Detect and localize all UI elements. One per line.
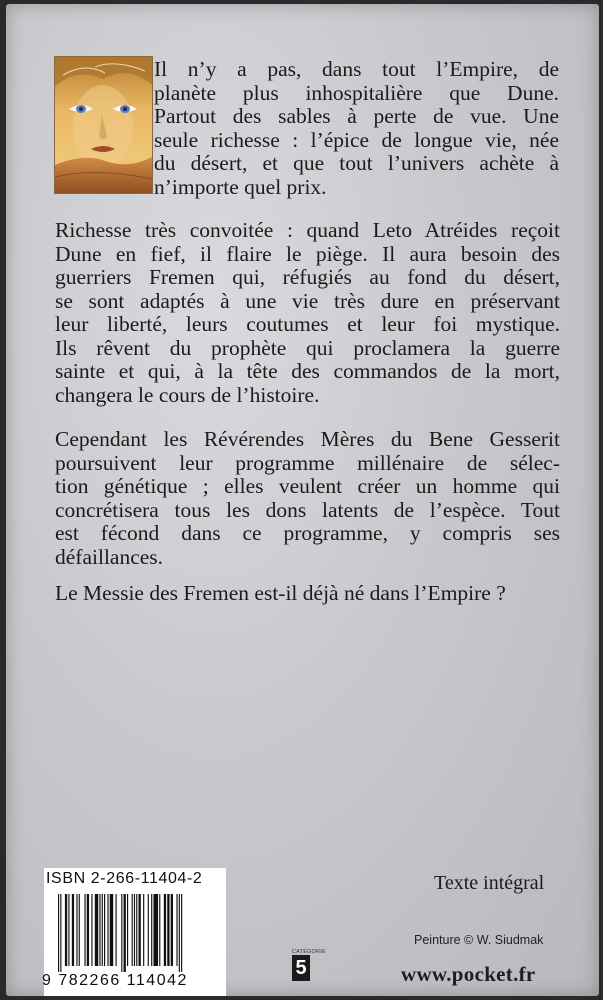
barcode-bar (124, 894, 126, 972)
blurb-line: concrétisera tous les dons latents de l’espèce. Tout (55, 497, 560, 522)
barcode-bar (68, 894, 69, 966)
book-back-cover (6, 4, 599, 996)
barcode-bar (167, 894, 169, 966)
barcode-bar (134, 894, 135, 966)
barcode-bar (121, 894, 122, 972)
barcode-bar (60, 894, 61, 972)
barcode-bar (84, 894, 85, 966)
painting-credit: Peinture © W. Siudmak (414, 933, 544, 947)
blurb-line: se sont adaptés à une vie très dure en préservant (55, 288, 560, 313)
face-illustration (55, 57, 152, 193)
blurb-line: du désert, et que tout l’univers achète à (154, 151, 559, 175)
barcode-bar (104, 894, 105, 966)
barcode-bar (159, 894, 160, 966)
blurb-line: changera le cours de l’histoire. (55, 382, 320, 407)
blurb-line: sainte et qui, à la tête des commandos de la mort, (55, 359, 560, 383)
texte-integral-label: Texte intégral (434, 872, 545, 894)
blurb-paragraph-3 (55, 428, 560, 569)
barcode-bar (139, 894, 141, 966)
blurb-line: Il n’y a pas, dans tout l’Empire, de (154, 57, 559, 81)
blurb-line: Cependant les Révérendes Mères du Bene Gesserit (55, 427, 560, 451)
ean-digits: 9 782266 114042 (42, 972, 188, 989)
isbn-number: ISBN 2-266-11404-2 (46, 870, 203, 887)
blurb-line: Richesse très convoitée : quand Leto Atréides reçoit (55, 218, 560, 242)
barcode-bar (164, 894, 166, 966)
category-number: 5 (292, 955, 310, 981)
blurb-paragraph-4 (55, 582, 560, 606)
blurb-line: tion génétique ; elles veulent créer un homme qui (55, 474, 560, 498)
blurb-line: Ils rêvent du prophète qui proclamera la guerre (55, 335, 560, 360)
barcode-bar (176, 894, 177, 966)
barcode-bar (116, 894, 117, 966)
blurb-line: seule richesse : l’épice de longue vie, née (154, 127, 559, 152)
ean-barcode (58, 894, 220, 972)
blurb-line: planète plus inhospitalière que Dune. (154, 80, 559, 105)
blurb-paragraph-2 (55, 219, 560, 407)
barcode-bar (99, 894, 100, 966)
barcode-bar (95, 894, 98, 966)
barcode-bar (127, 894, 128, 966)
blurb-line: est fécond dans ce programme, y compris ses (55, 521, 560, 545)
barcode-bar (65, 894, 67, 966)
blurb-line: poursuivent leur programme millénaire de sélec- (55, 450, 560, 475)
barcode-bar (107, 894, 108, 966)
barcode-bar (179, 894, 180, 972)
barcode-bar (153, 894, 158, 966)
barcode-bar (171, 894, 173, 966)
barcode-bar (110, 894, 113, 966)
blurb-paragraph-1 (154, 58, 559, 199)
barcode-bar (148, 894, 149, 966)
barcode-bar (132, 894, 133, 966)
blurb-line: défaillances. (55, 544, 164, 569)
barcode-bar (79, 894, 80, 966)
cover-painting-thumbnail (54, 56, 153, 194)
barcode-bar (87, 894, 89, 966)
barcode-bar (181, 894, 182, 972)
barcode-bar (136, 894, 137, 966)
blurb-line: Le Messie des Fremen est-il déjà né dans l’Empire ? (55, 581, 506, 605)
barcode-bar (143, 894, 144, 966)
barcode-bar (72, 894, 74, 966)
barcode-bar (76, 894, 77, 966)
blurb-line: guerriers Fremen qui, réfugiés au fond du désert, (55, 265, 560, 289)
publisher-website: www.pocket.fr (401, 962, 536, 986)
blurb-line: Dune en fief, il flaire le piège. Il aura besoin des (55, 241, 560, 266)
barcode-bar (102, 894, 103, 966)
blurb-line: n’importe quel prix. (154, 174, 327, 199)
barcode-bar (151, 894, 152, 966)
category-label: CATÉGORIE (292, 949, 326, 955)
blurb-line: Partout des sables à perte de vue. Une (154, 104, 559, 128)
price-category-badge (292, 949, 326, 981)
blurb-line: leur liberté, leurs coutumes et leur foi mystique. (55, 312, 560, 336)
barcode-bar (91, 894, 92, 966)
barcode-bar (58, 894, 59, 972)
